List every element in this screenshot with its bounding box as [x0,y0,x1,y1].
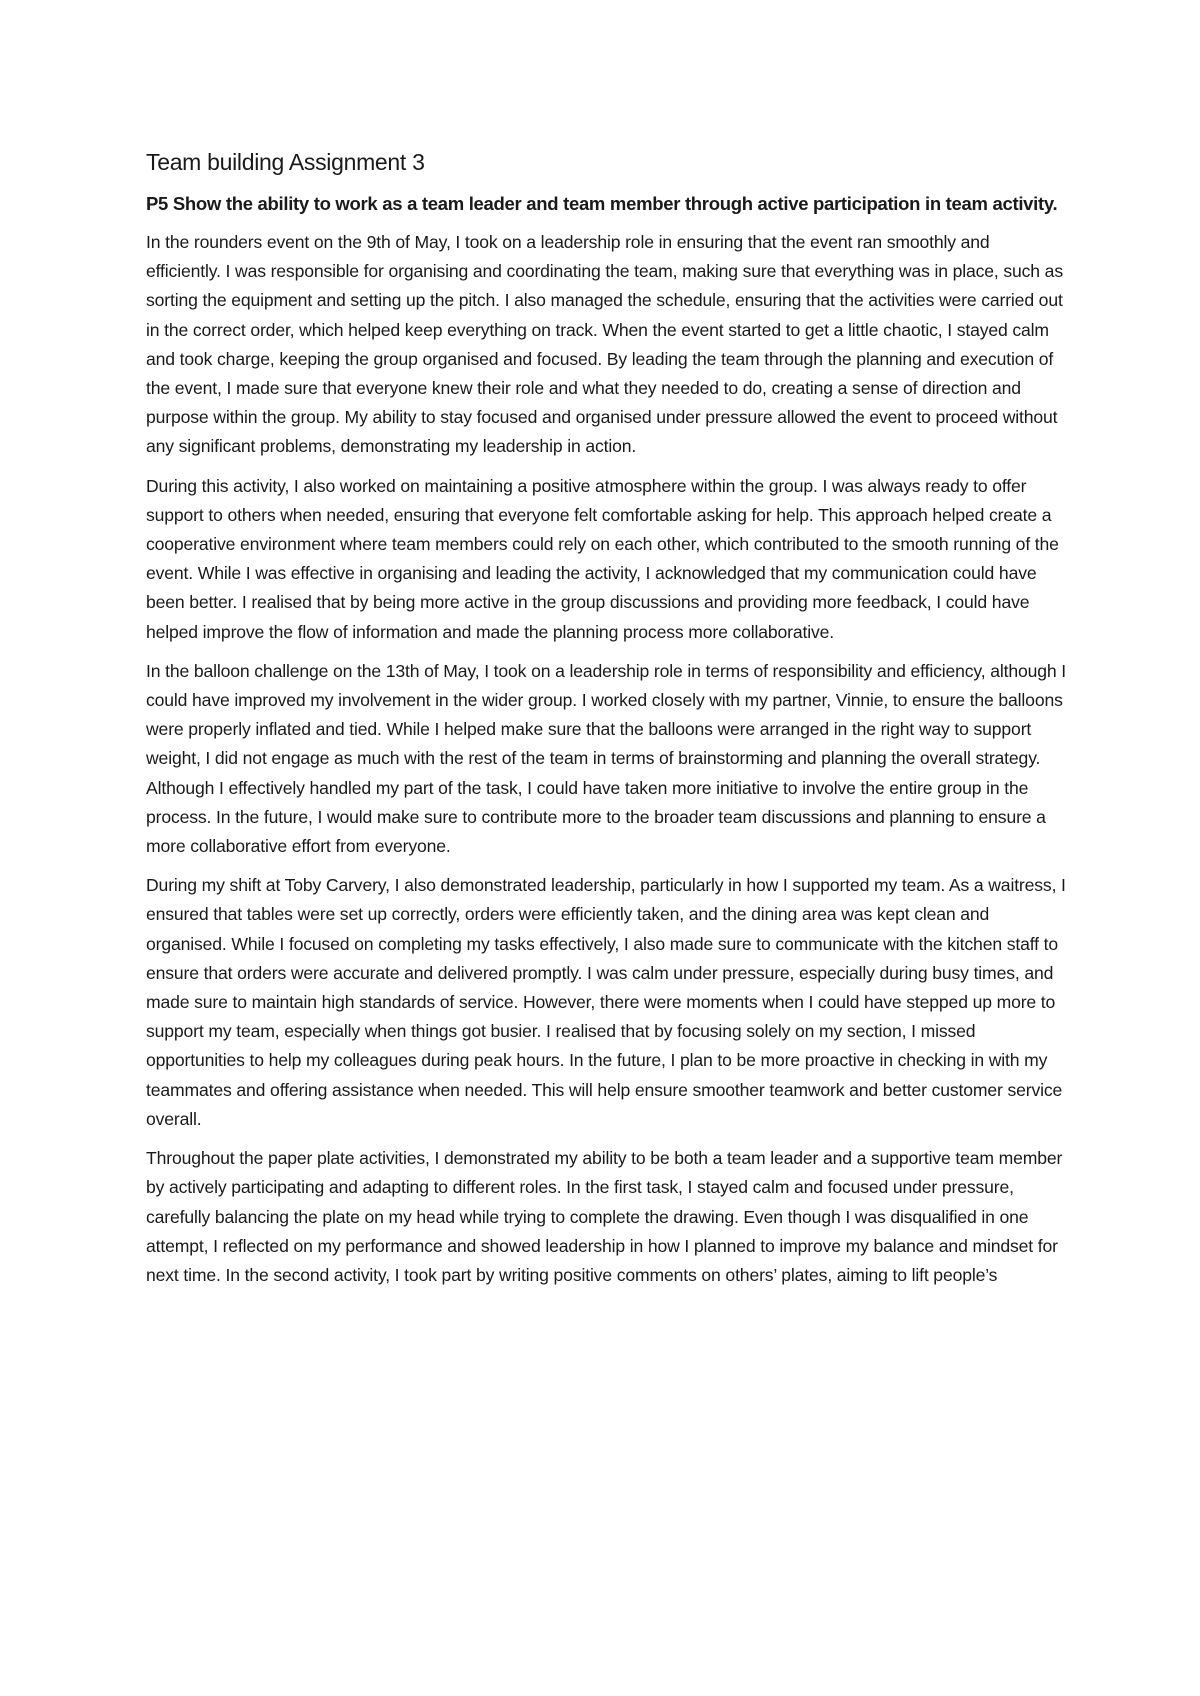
document-title: Team building Assignment 3 [146,149,425,175]
paragraph-toby-carvery: During my shift at Toby Carvery, I also demonstrated leadership, particularly in how I supported my team. As a waitress, I ensured that tables were set up correctly, orders were efficiently taken, and the dining area was kept clean and organised. While I focused on completing my tasks effectively, I also made sure to communicate with the kitchen staff to ensure that orders were accurate and delivered promptly. I was calm under pressure, especially during busy times, and made sure to maintain high standards of service. However, there were moments when I could have stepped up more to support my team, especially when things got busier. I realised that by focusing solely on my section, I missed opportunities to help my colleagues during peak hours. In the future, I plan to be more proactive in checking in with my teammates and offering assistance when needed. This will help ensure smoother teamwork and better customer service overall. [146,875,1066,1129]
paragraph-rounders: In the rounders event on the 9th of May, I took on a leadership role in ensuring that the event ran smoothly and efficiently. I was responsible for organising and coordinating the team, making sure that everything was in place, such as sorting the equipment and setting up the pitch. I also managed the schedule, ensuring that the activities were carried out in the correct order, which helped keep everything on track. When the event started to get a little chaotic, I stayed calm and took charge, keeping the group organised and focused. By leading the team through the planning and execution of the event, I made sure that everyone knew their role and what they needed to do, creating a sense of direction and purpose within the group. My ability to stay focused and organised under pressure allowed the event to proceed without any significant problems, demonstrating my leadership in action. [146,232,1063,457]
paragraph-paper-plate: Throughout the paper plate activities, I demonstrated my ability to be both a team leader and a supportive team member by actively participating and adapting to different roles. In the first task, I stayed calm and focused under pressure, carefully balancing the plate on my head while trying to complete the drawing. Even though I was disqualified in one attempt, I reflected on my performance and showed leadership in how I planned to improve my balance and mindset for next time. In the second activity, I took part by writing positive comments on others’ plates, aiming to lift people’s [146,1148,1063,1285]
paragraph-atmosphere: During this activity, I also worked on maintaining a positive atmosphere within the group. I was always ready to offer support to others when needed, ensuring that everyone felt comfortable asking for help. This approach helped create a cooperative environment where team members could rely on each other, which contributed to the smooth running of the event. While I was effective in organising and leading the activity, I acknowledged that my communication could have been better. I realised that by being more active in the group discussions and providing more feedback, I could have helped improve the flow of information and made the planning process more collaborative. [146,475,1059,642]
document-body [146,138,1066,1300]
paragraph-balloon-challenge: In the balloon challenge on the 13th of May, I took on a leadership role in terms of responsibility and efficiency, although I could have improved my involvement in the wider group. I worked closely with my partner, Vinnie, to ensure the balloons were properly inflated and tied. While I helped make sure that the balloons were arranged in the right way to support weight, I did not engage as much with the rest of the team in terms of brainstorming and planning the overall strategy. Although I effectively handled my part of the task, I could have taken more initiative to involve the entire group in the process. In the future, I would make sure to contribute more to the broader team discussions and planning to ensure a more collaborative effort from everyone. [146,660,1067,857]
document-subtitle: P5 Show the ability to work as a team leader and team member through active participation in team activity. [146,193,1058,214]
